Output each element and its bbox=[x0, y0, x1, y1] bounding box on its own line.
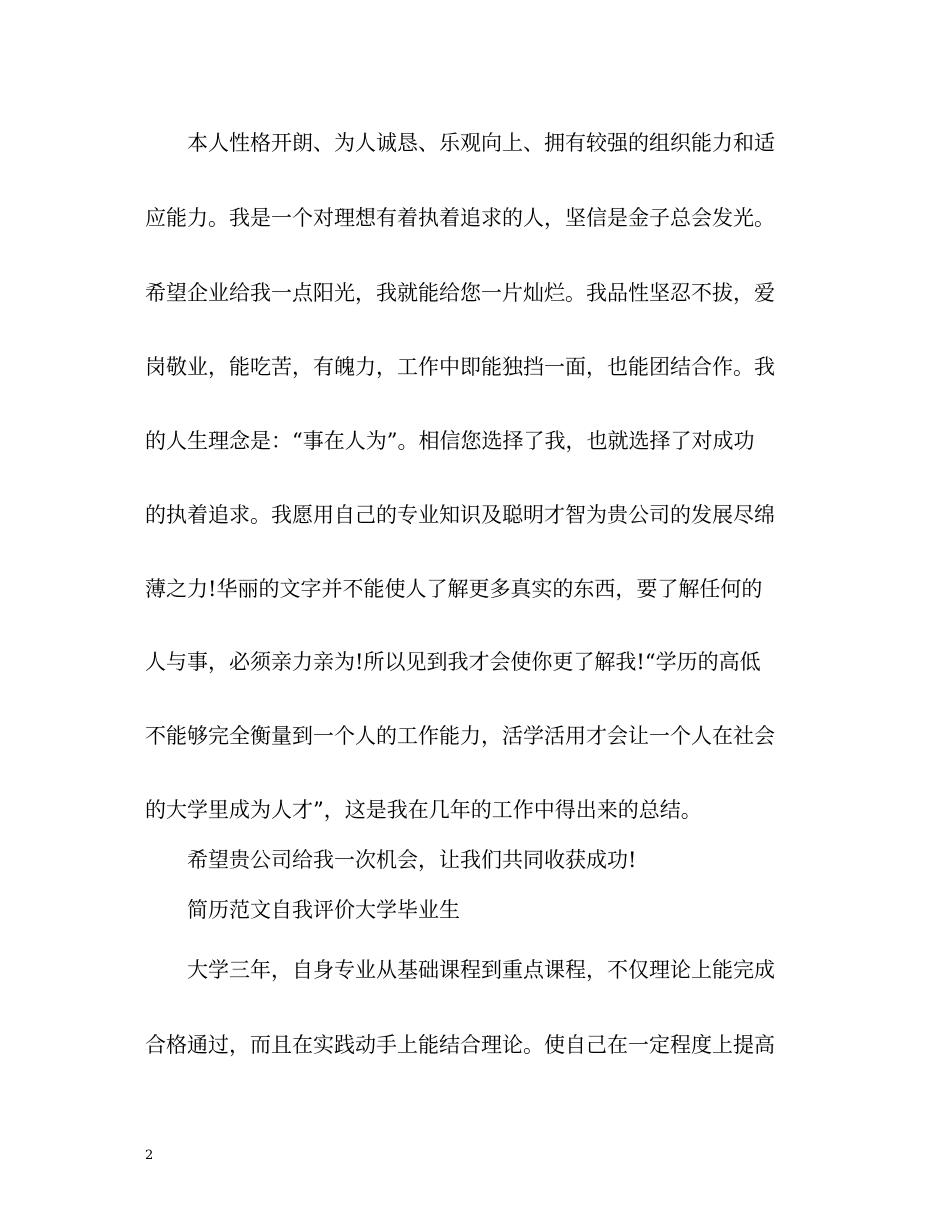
paragraph-line: 不能够完全衡量到一个人的工作能力，活学活用才会让一个人在社会 bbox=[145, 724, 775, 748]
paragraph-line: 合格通过，而且在实践动手上能结合理论。使自己在一定程度上提高 bbox=[145, 1033, 775, 1057]
paragraph-line: 的执着追求。我愿用自己的专业知识及聪明才智为贵公司的发展尽绵 bbox=[145, 503, 775, 527]
paragraph-line: 大学三年，自身专业从基础课程到重点课程，不仅理论上能完成 bbox=[187, 958, 775, 982]
paragraph-line: 薄之力!华丽的文字并不能使人了解更多真实的东西，要了解任何的 bbox=[145, 577, 763, 601]
paragraph-line: 本人性格开朗、为人诚恳、乐观向上、拥有较强的组织能力和适 bbox=[187, 131, 775, 155]
paragraph-line: 的人生理念是：“事在人为”。相信您选择了我，也就选择了对成功 bbox=[145, 429, 755, 453]
paragraph-line: 希望贵公司给我一次机会，让我们共同收获成功! bbox=[187, 848, 637, 872]
paragraph-line: 的大学里成为人才”，这是我在几年的工作中得出来的总结。 bbox=[145, 798, 702, 822]
paragraph-line: 人与事，必须亲力亲为!所以见到我才会使你更了解我!“学历的高低 bbox=[145, 650, 761, 674]
paragraph-line: 希望企业给我一点阳光，我就能给您一片灿烂。我品性坚忍不拔，爱 bbox=[145, 281, 775, 305]
paragraph-line: 岗敬业，能吃苦，有魄力，工作中即能独挡一面，也能团结合作。我 bbox=[145, 355, 775, 379]
paragraph-line: 应能力。我是一个对理想有着执着追求的人，坚信是金子总会发光。 bbox=[145, 206, 775, 230]
page-number: 2 bbox=[145, 1148, 154, 1163]
section-heading: 简历范文自我评价大学毕业生 bbox=[187, 898, 460, 922]
